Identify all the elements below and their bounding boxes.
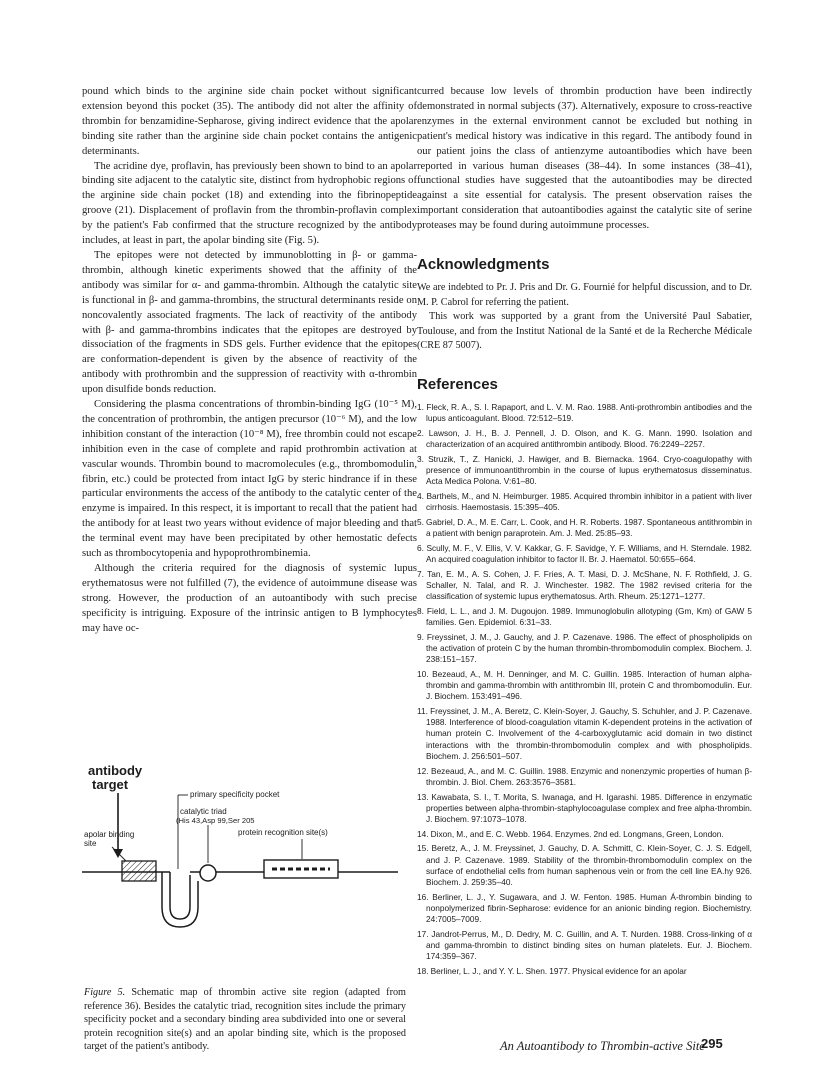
body-paragraph: pound which binds to the arginine side chain pocket without significant extension beyond this pocket (35). The antibody did not alter the affinity of thrombin for benzamidine-Sepharose, giving indirect evidence that the apolar binding site rather than the arginine side chain pocket contains the antigenic determinants. — [82, 86, 417, 157]
figure-caption-label: Figure 5. — [84, 987, 126, 998]
body-paragraph: The epitopes were not detected by immunoblotting in β- or gamma-thrombin, although kinetic experiments showed that the affinity of the antibody was similar for α- and gamma-thrombin. Although the catalytic site is functional in β- and gamma-thrombins, the structural determinants reside on noncovalently associated fragments. The lack of reactivity of the antibody with β- and gamma-thrombins indicates that the epitopes are destroyed by dissociation of the fragments in SDS gels. Further evidence that the epitopes are conformation-dependent is given by the absence of reactivity of the antibody with prothrombin and the suppression of reactivity with α-thrombin upon disulfide bonds reduction. — [82, 249, 417, 396]
label-protein-recognition-sites: protein recognition site(s) — [238, 828, 328, 837]
acknowledgments-paragraph: This work was supported by a grant from the Université Paul Sabatier, Toulouse, and from the Institut National de la Santé et de la Recherche Médicale (CRE 87 5007). — [417, 311, 752, 352]
reference-item: 15. Beretz, A., J. M. Freyssinet, J. Gauchy, D. A. Schmitt, C. Klein-Soyer, C. J. S. Edgell, and J. P. Cazenave. 1989. Stability of the thrombin-thrombomodulin complex on the surface of endothelial cells from human saphenous vein or from the cell line EA.hy 926. Biochem. J. 259:35–40. — [417, 843, 752, 887]
reference-item: 17. Jandrot-Perrus, M., D. Dedry, M. C. Guillin, and A. T. Nurden. 1988. Cross-linking of α and gamma-thrombin to distinct binding sites on human platelets. Eur. J. Biochem. 174:359–367. — [417, 928, 752, 961]
label-antibody-target-2: target — [92, 777, 129, 792]
references-list — [417, 402, 752, 977]
reference-item: 6. Scully, M. F., V. Ellis, V. V. Kakkar, G. F. Savidge, Y. F. Williams, and H. Sterndale. 1982. An acquired coagulation inhibitor to factor II. Br. J. Haematol. 50:655–664. — [417, 543, 752, 565]
reference-item: 9. Freyssinet, J. M., J. Gauchy, and J. P. Cazenave. 1986. The effect of phospholipids on the activation of protein C by the human thrombin-thrombomodulin complex. Biochem. J. 238:151–157. — [417, 632, 752, 665]
body-paragraph: curred because low levels of thrombin production have been indirectly demonstrated in normal subjects (37). Alternatively, exposure to cross-reactive enzymes in the external environment cannot be excluded but nothing in patient's medical history was indicative in this regard. The antibody found in our patient joins the class of antienzyme autoantibodies which have been reported in various human diseases (38–44). In some instances (38–41), functional studies have suggested that the autoantibodies may be directed against a site essential for catalysis. The present observation raises the important consideration that autoantibodies against the catalytic site of serine proteases may be found during autoimmune processes. — [417, 86, 752, 232]
apolar-binding-site-box — [122, 861, 156, 881]
acknowledgments-heading: Acknowledgments — [417, 256, 550, 274]
label-catalytic-triad: catalytic triad — [180, 807, 227, 816]
body-paragraph: Considering the plasma concentrations of thrombin-binding IgG (10⁻⁵ M), the concentration of prothrombin, the antigen precursor (10⁻⁶ M), and the low inhibition constant of the interaction (10⁻⁸ M), free thrombin could not escape inhibition even in the case of complete and rapid prothrombin activation at vascular wounds. Thrombin bound to macromolecules (e.g., thrombomodulin, fibrin, etc.) could be protected from intact IgG by steric hindrance if in these particular environments the access of the antibody to the catalytic center of the enzyme is impaired. In this respect, it is important to recall that the patient had the antibody for at least two years without evidence of major bleeding and that the terminal event may have been precipitated by other hemostatic defects such as thrombocytopenia and hypoprothrombinemia. — [82, 399, 417, 560]
reference-item: 7. Tan, E. M., A. S. Cohen, J. F. Fries, A. T. Masi, D. J. McShane, N. F. Rothfield, J. G. Schaller, N. Talal, and R. J. Winchester. 1982. The 1982 revised criteria for the classification of systemic lupus erythematosus. Arth. Rheum. 25:1271–1277. — [417, 569, 752, 602]
reference-item: 1. Fleck, R. A., S. I. Rapaport, and L. V. M. Rao. 1988. Anti-prothrombin antibodies and the lupus anticoagulant. Blood. 72:512–519. — [417, 402, 752, 424]
figure-caption — [84, 986, 406, 1054]
reference-item: 10. Bezeaud, A., M. H. Denninger, and M. C. Guillin. 1985. Interaction of human alpha-thrombin and gamma-thrombin with antithrombin III, protein C and thrombomodulin. Eur. J. Biochem. 153:491–496. — [417, 669, 752, 702]
body-paragraph: Although the criteria required for the diagnosis of systemic lupus erythematosus were not fulfilled (7), the evidence of autoimmune disease was strong. However, the production of an autoantibody with such precise specificity is intriguing. Exposure of the intrinsic antigen to B lymphocytes may have oc- — [82, 563, 417, 634]
reference-item: 12. Bezeaud, A., and M. C. Guillin. 1988. Enzymic and nonenzymic properties of human β-thrombin. J. Biol. Chem. 263:3576–3581. — [417, 765, 752, 787]
figure-5 — [82, 757, 402, 987]
reference-item: 11. Freyssinet, J. M., A. Beretz, C. Klein-Soyer, J. Gauchy, S. Schuhler, and J. P. Cazenave. 1988. Interference of blood-coagulation vitamin K-dependent proteins in the activation of human protein C. Involvement of the 4-carboxyglutamic acid domain in two distinct interactions with the thrombin-thrombomodulin complex and with phospholipids. Biochem. J. 256:501–507. — [417, 706, 752, 761]
reference-item: 4. Barthels, M., and N. Heimburger. 1985. Acquired thrombin inhibitor in a patient with liver cirrhosis. Haemostasis. 15:395–405. — [417, 491, 752, 513]
reference-item: 16. Berliner, L. J., Y. Sugawara, and J. W. Fenton. 1985. Human Á-thrombin binding to nonpolymerized fibrin-Sepharose: evidence for an anionic binding region. Biochemistry. 24:7005–7009. — [417, 891, 752, 924]
page-number: 295 — [701, 1036, 723, 1051]
reference-item: 3. Struzik, T., Z. Hanicki, J. Hawiger, and B. Biernacka. 1964. Cryo-coagulopathy with presence of immunoantithrombin in the course of lupus erythematosus disseminatus. Acta Medica Polona. V:61–80. — [417, 454, 752, 487]
right-column — [417, 85, 752, 981]
thrombin-active-site-diagram — [82, 757, 402, 987]
label-apolar-binding-site-2: site — [84, 839, 97, 848]
running-footer: An Autoantibody to Thrombin-active Site — [500, 1039, 705, 1053]
label-antibody-target-1: antibody — [88, 763, 143, 778]
left-column — [82, 85, 417, 637]
label-catalytic-triad-residues: (His 43,Asp 99,Ser 205 — [176, 816, 255, 825]
reference-item: 18. Berliner, L. J., and Y. Y. L. Shen. 1977. Physical evidence for an apolar — [417, 965, 687, 976]
acknowledgments-paragraph: We are indebted to Pr. J. Pris and Dr. G. Fournié for helpful discussion, and to Dr. M. P. Cabrol for referring the patient. — [417, 282, 752, 308]
reference-item: 2. Lawson, J. H., B. J. Pennell, J. D. Olson, and K. G. Mann. 1990. Isolation and characterization of an acquired antithrombin antibody. Blood. 76:2249–2257. — [417, 428, 752, 450]
catalytic-triad-circle — [200, 865, 216, 881]
label-primary-specificity-pocket: primary specificity pocket — [190, 790, 280, 799]
label-apolar-binding-site-1: apolar binding — [84, 830, 135, 839]
reference-item: 14. Dixon, M., and E. C. Webb. 1964. Enzymes. 2nd ed. Longmans, Green, London. — [417, 828, 724, 839]
reference-item: 13. Kawabata, S. I., T. Morita, S. Iwanaga, and H. Igarashi. 1985. Difference in enzymatic properties between alpha-thrombin-staphylocoagulase complex and free alpha-thrombin. J. Biochem. 97:1073–1078. — [417, 791, 752, 824]
primary-specificity-pocket-inner — [170, 872, 190, 919]
figure-caption-text: Schematic map of thrombin active site region (adapted from reference 36). Besides the catalytic triad, recognition sites include the primary specificity pocket and a secondary binding area subdivided into one or several protein recognition site(s) and an apolar binding site, which is the proposed target of the patient's antibody. — [84, 987, 406, 1053]
references-heading: References — [417, 376, 498, 394]
reference-item: 8. Field, L. L., and J. M. Dugoujon. 1989. Immunoglobulin allotyping (Gm, Km) of GAW 5 families. Gen. Epidemiol. 6:31–33. — [417, 606, 752, 628]
body-paragraph: The acridine dye, proflavin, has previously been shown to bind to an apolar binding site adjacent to the catalytic site, distinct from hydrophobic regions of the arginine side chain pocket (18) and extending into the fibrinopeptide groove (21). Displacement of proflavin from the thrombin-proflavin complex by the patient's Fab confirmed that the structure recognized by the antibody includes, at least in part, the apolar binding site (Fig. 5). — [82, 160, 417, 247]
reference-item: 5. Gabriel, D. A., M. E. Carr, L. Cook, and H. R. Roberts. 1987. Spontaneous antithrombin in a patient with benign paraprotein. Am. J. Med. 25:85–93. — [417, 517, 752, 539]
